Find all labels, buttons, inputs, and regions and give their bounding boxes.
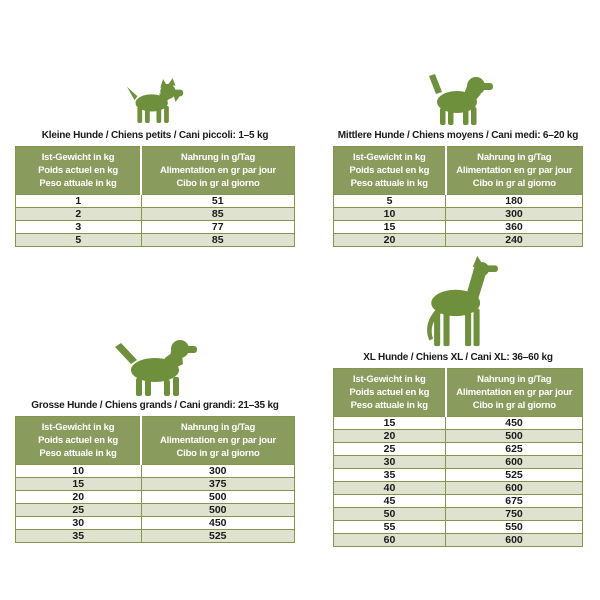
table-row (334, 456, 583, 469)
weight-cell: 60 (334, 534, 446, 547)
table-row (334, 208, 583, 221)
food-amount-cell: 300 (446, 208, 583, 221)
weight-cell: 30 (16, 517, 142, 530)
table-row (334, 469, 583, 482)
table-row (334, 195, 583, 208)
weight-column-header (16, 417, 142, 465)
header-line-de: Nahrung in g/Tag (180, 152, 256, 163)
weight-cell: 50 (334, 508, 446, 521)
header-line-it: Cibo in gr al giorno (176, 448, 260, 459)
weight-cell: 20 (334, 430, 446, 443)
header-line-de: Nahrung in g/Tag (180, 422, 256, 433)
food-amount-cell: 750 (446, 508, 583, 521)
food-amount-cell: 300 (141, 465, 294, 478)
food-amount-cell: 450 (446, 417, 583, 430)
food-amount-cell: 51 (141, 195, 294, 208)
header-line-fr: Alimentation en gr par jour (160, 435, 277, 446)
feeding-table-small (15, 146, 295, 247)
header-line-de: Ist-Gewicht in kg (352, 152, 426, 163)
food-column-header (141, 417, 294, 465)
header-line-de: Ist-Gewicht in kg (41, 422, 115, 433)
weight-cell: 15 (334, 417, 446, 430)
feeding-table-medium (333, 146, 583, 247)
weight-cell: 40 (334, 482, 446, 495)
header-line-it: Peso attuale in kg (39, 448, 117, 459)
table-header-row (334, 369, 583, 417)
feeding-table-large (15, 416, 295, 543)
table-body (16, 195, 295, 247)
weight-column-header (334, 369, 446, 417)
medium-dog-icon (423, 70, 493, 126)
table-body (334, 417, 583, 547)
header-line-fr: Poids actuel en kg (349, 165, 430, 176)
table-header-row (16, 147, 295, 195)
header-line-fr: Poids actuel en kg (349, 387, 430, 398)
food-amount-cell: 500 (141, 491, 294, 504)
table-row (334, 508, 583, 521)
weight-cell: 3 (16, 221, 142, 234)
size-category-title: Kleine Hunde / Chiens petits / Cani piccoli: 1–5 kg (41, 130, 269, 141)
xl-dog-icon (418, 256, 499, 348)
header-line-de: Nahrung in g/Tag (477, 374, 552, 385)
table-header-row (334, 147, 583, 195)
food-amount-cell: 500 (141, 504, 294, 517)
medium-dog-icon (333, 56, 583, 126)
table-row (16, 504, 295, 517)
table-body (334, 195, 583, 247)
food-amount-cell: 525 (446, 469, 583, 482)
table-row (334, 534, 583, 547)
food-amount-cell: 360 (446, 221, 583, 234)
weight-cell: 25 (334, 443, 446, 456)
xl-dog-icon (333, 254, 583, 348)
weight-cell: 55 (334, 521, 446, 534)
table-row (16, 195, 295, 208)
table-row (334, 430, 583, 443)
table-row (16, 491, 295, 504)
header-line-it: Cibo in gr al giorno (472, 178, 556, 189)
large-dog-icon (113, 334, 197, 396)
header-line-it: Cibo in gr al giorno (472, 400, 556, 411)
weight-cell: 20 (334, 234, 446, 247)
header-line-fr: Poids actuel en kg (38, 165, 118, 176)
food-amount-cell: 180 (446, 195, 583, 208)
weight-cell: 20 (16, 491, 142, 504)
weight-cell: 25 (16, 504, 142, 517)
food-amount-cell: 550 (446, 521, 583, 534)
food-amount-cell: 600 (446, 534, 583, 547)
weight-cell: 45 (334, 495, 446, 508)
table-row (16, 221, 295, 234)
food-amount-cell: 525 (141, 530, 294, 543)
section-small-dogs (15, 62, 295, 247)
header-line-fr: Alimentation en gr par jour (456, 165, 573, 176)
large-dog-icon (15, 326, 295, 396)
table-row (334, 221, 583, 234)
size-category-title: Grosse Hunde / Chiens grands / Cani grandi: 21–35 kg (31, 400, 279, 411)
header-line-fr: Poids actuel en kg (38, 435, 118, 446)
weight-cell: 35 (334, 469, 446, 482)
food-amount-cell: 625 (446, 443, 583, 456)
food-amount-cell: 675 (446, 495, 583, 508)
food-amount-cell: 600 (446, 482, 583, 495)
weight-cell: 10 (16, 465, 142, 478)
table-row (334, 482, 583, 495)
food-amount-cell: 77 (141, 221, 294, 234)
table-row (16, 234, 295, 247)
food-column-header (446, 369, 583, 417)
food-amount-cell: 500 (446, 430, 583, 443)
table-row (16, 517, 295, 530)
food-amount-cell: 85 (141, 208, 294, 221)
food-amount-cell: 85 (141, 234, 294, 247)
food-amount-cell: 450 (141, 517, 294, 530)
weight-column-header (334, 147, 446, 195)
header-line-de: Ist-Gewicht in kg (352, 374, 426, 385)
header-line-it: Peso attuale in kg (350, 400, 428, 411)
weight-cell: 5 (16, 234, 142, 247)
food-column-header (141, 147, 294, 195)
table-row (334, 417, 583, 430)
table-row (334, 495, 583, 508)
weight-cell: 2 (16, 208, 142, 221)
table-header-row (16, 417, 295, 465)
weight-cell: 30 (334, 456, 446, 469)
table-row (16, 478, 295, 491)
table-row (16, 208, 295, 221)
table-row (334, 521, 583, 534)
feeding-table-xl (333, 368, 583, 547)
weight-column-header (16, 147, 142, 195)
header-line-fr: Alimentation en gr par jour (456, 387, 573, 398)
table-row (334, 234, 583, 247)
header-line-it: Peso attuale in kg (39, 178, 117, 189)
food-amount-cell: 600 (446, 456, 583, 469)
food-amount-cell: 375 (141, 478, 294, 491)
section-large-dogs (15, 326, 295, 543)
weight-cell: 35 (16, 530, 142, 543)
header-line-de: Ist-Gewicht in kg (41, 152, 115, 163)
small-dog-icon (15, 62, 295, 126)
table-body (16, 465, 295, 543)
weight-cell: 15 (16, 478, 142, 491)
small-dog-icon (125, 78, 186, 126)
size-category-title: Mittlere Hunde / Chiens moyens / Cani medi: 6–20 kg (337, 130, 579, 141)
table-row (334, 443, 583, 456)
food-column-header (446, 147, 583, 195)
section-xl-dogs (333, 254, 583, 547)
section-medium-dogs (333, 56, 583, 247)
weight-cell: 5 (334, 195, 446, 208)
table-row (16, 530, 295, 543)
weight-cell: 15 (334, 221, 446, 234)
food-amount-cell: 240 (446, 234, 583, 247)
header-line-it: Peso attuale in kg (350, 178, 428, 189)
weight-cell: 1 (16, 195, 142, 208)
weight-cell: 10 (334, 208, 446, 221)
size-category-title: XL Hunde / Chiens XL / Cani XL: 36–60 kg (363, 352, 553, 363)
header-line-de: Nahrung in g/Tag (477, 152, 552, 163)
header-line-it: Cibo in gr al giorno (176, 178, 260, 189)
header-line-fr: Alimentation en gr par jour (160, 165, 277, 176)
table-row (16, 465, 295, 478)
